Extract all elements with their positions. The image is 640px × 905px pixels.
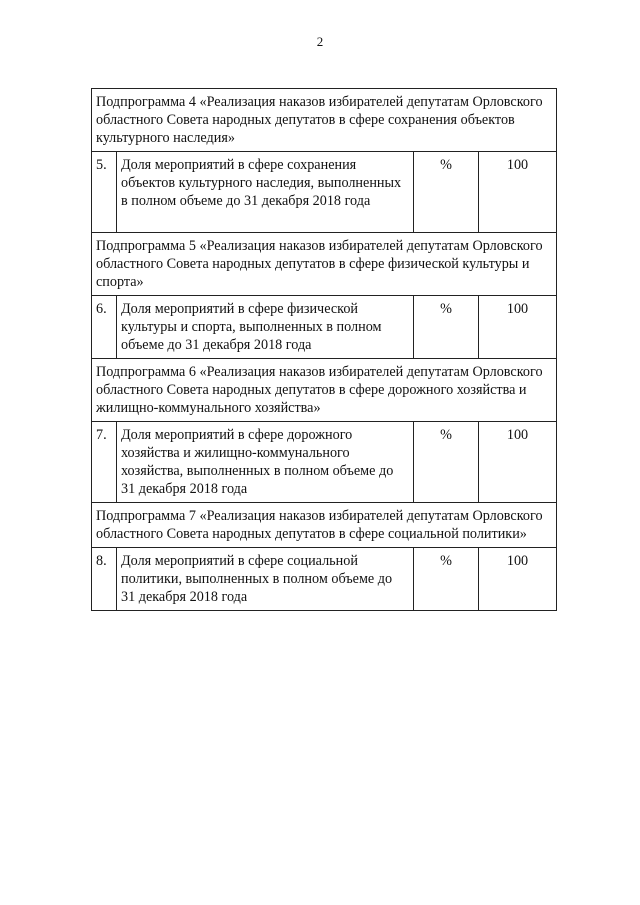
indicator-value: 100 [479, 548, 557, 611]
indicator-value: 100 [479, 152, 557, 233]
indicator-number: 7. [92, 422, 117, 503]
indicator-row [92, 422, 557, 503]
indicator-row [92, 152, 557, 233]
indicator-unit: % [414, 296, 479, 359]
subprogram-row [92, 89, 557, 152]
indicator-unit: % [414, 422, 479, 503]
subprogram-title: Подпрограмма 5 «Реализация наказов избирателей депутатам Орловского областного Совета народных депутатов в сфере физической культуры и спорта» [92, 233, 557, 296]
subprogram-row [92, 503, 557, 548]
indicator-description: Доля мероприятий в сфере социальной политики, выполненных в полном объеме до 31 декабря 2018 года [117, 548, 414, 611]
indicator-unit: % [414, 548, 479, 611]
indicator-row [92, 296, 557, 359]
subprogram-title: Подпрограмма 6 «Реализация наказов избирателей депутатам Орловского областного Совета народных депутатов в сфере дорожного хозяйства и жилищно-коммунального хозяйства» [92, 359, 557, 422]
indicator-value: 100 [479, 296, 557, 359]
indicator-description: Доля мероприятий в сфере сохранения объектов культурного наследия, выполненных в полном объеме до 31 декабря 2018 года [117, 152, 414, 233]
indicator-number: 8. [92, 548, 117, 611]
indicator-number: 5. [92, 152, 117, 233]
subprogram-title: Подпрограмма 7 «Реализация наказов избирателей депутатам Орловского областного Совета народных депутатов в сфере социальной политики» [92, 503, 557, 548]
indicator-description: Доля мероприятий в сфере дорожного хозяйства и жилищно-коммунального хозяйства, выполненных в полном объеме до 31 декабря 2018 года [117, 422, 414, 503]
subprogram-title: Подпрограмма 4 «Реализация наказов избирателей депутатам Орловского областного Совета народных депутатов в сфере сохранения объектов культурного наследия» [92, 89, 557, 152]
indicator-unit: % [414, 152, 479, 233]
indicator-value: 100 [479, 422, 557, 503]
indicator-number: 6. [92, 296, 117, 359]
indicator-row [92, 548, 557, 611]
subprogram-row [92, 359, 557, 422]
indicator-description: Доля мероприятий в сфере физической культуры и спорта, выполненных в полном объеме до 31 декабря 2018 года [117, 296, 414, 359]
indicators-table [91, 88, 557, 611]
page-number: 2 [316, 34, 324, 49]
subprogram-row [92, 233, 557, 296]
